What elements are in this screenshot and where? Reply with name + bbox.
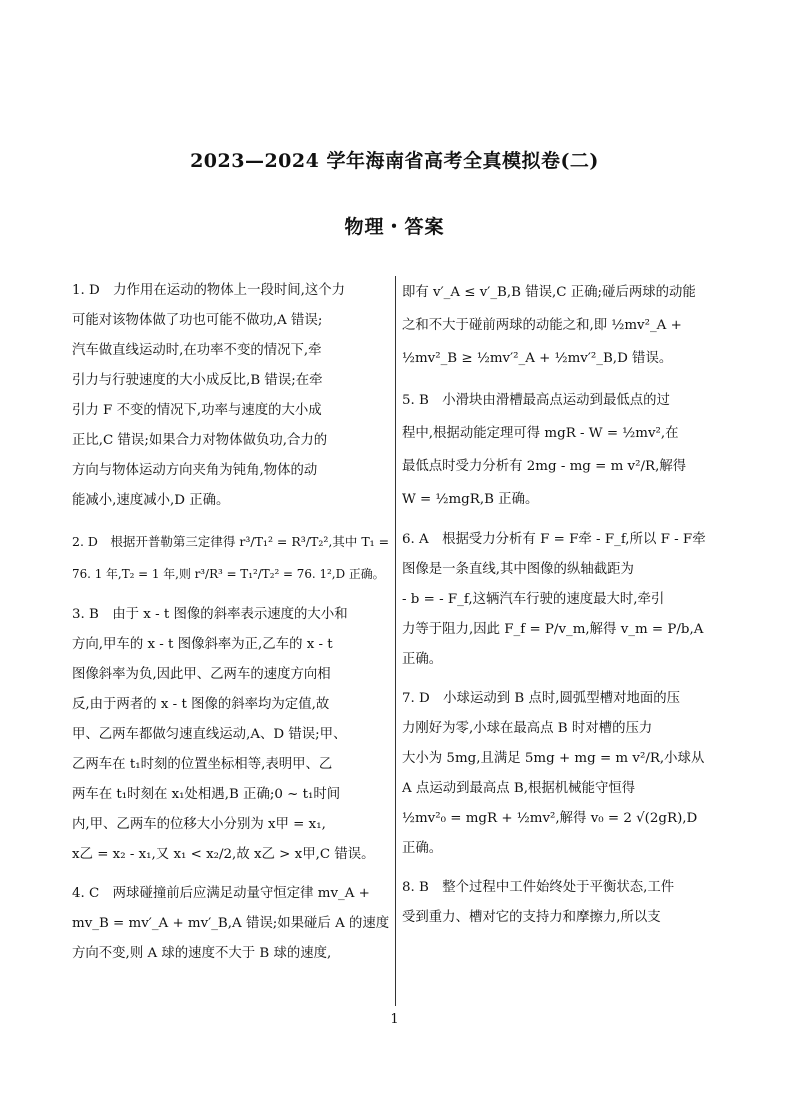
document-title: 2023—2024 学年海南省高考全真模拟卷(二)	[190, 150, 599, 172]
answer-2	[72, 525, 390, 591]
answer-line: mv_B = mv′_A + mv′_B,A 错误;如果碰后 A 的速度	[72, 916, 390, 931]
answer-line: ½mv²_B ≥ ½mv′²_A + ½mv′²_B,D 错误。	[402, 351, 673, 366]
answer-line: 6. A 根据受力分析有 F = F牵 - F_f,所以 F - F牵	[402, 532, 706, 547]
answer-line: 汽车做直线运动时,在功率不变的情况下,牵	[72, 343, 322, 358]
answer-1	[72, 276, 390, 516]
column-divider	[395, 276, 396, 1006]
answer-5	[402, 384, 718, 516]
answer-line: 4. C 两球碰撞前后应满足动量守恒定律 mv_A +	[72, 886, 370, 901]
answer-3	[72, 600, 390, 870]
answer-8	[402, 873, 718, 933]
answer-line: A 点运动到最高点 B,根据机械能守恒得	[402, 781, 636, 796]
answer-line: 76. 1 年,T₂ = 1 年,则 r³/R³ = T₁²/T₂² = 76. 1²,D 正确。	[72, 567, 385, 581]
answer-line: 引力 F 不变的情况下,功率与速度的大小成	[72, 403, 322, 418]
answer-line: 图像是一条直线,其中图像的纵轴截距为	[402, 562, 634, 577]
answer-line: 力等于阻力,因此 F_f = P/v_m,解得 v_m = P/b,A	[402, 622, 704, 637]
answer-6	[402, 525, 718, 675]
answer-line: 1. D 力作用在运动的物体上一段时间,这个力	[72, 283, 346, 298]
answer-line: 乙两车在 t₁时刻的位置坐标相等,表明甲、乙	[72, 757, 333, 772]
answer-line: 3. B 由于 x - t 图像的斜率表示速度的大小和	[72, 607, 348, 622]
answer-line: 可能对该物体做了功也可能不做功,A 错误;	[72, 313, 323, 328]
answer-line: ½mv²₀ = mgR + ½mv²,解得 v₀ = 2 √(2gR),D	[402, 811, 698, 826]
answer-line: 正比,C 错误;如果合力对物体做负功,合力的	[72, 433, 328, 448]
answer-line: 反,由于两者的 x - t 图像的斜率均为定值,故	[72, 697, 330, 712]
left-column	[72, 276, 390, 978]
answer-line: 力刚好为零,小球在最高点 B 时对槽的压力	[402, 721, 653, 736]
answer-line: 7. D 小球运动到 B 点时,圆弧型槽对地面的压	[402, 691, 681, 706]
answer-line: 即有 v′_A ≤ v′_B,B 错误,C 正确;碰后两球的动能	[402, 285, 696, 300]
document-subtitle: 物理・答案	[344, 216, 445, 238]
answer-line: - b = - F_f,这辆汽车行驶的速度最大时,牵引	[402, 592, 665, 607]
answer-line: 能减小,速度减小,D 正确。	[72, 493, 230, 508]
answer-line: 最低点时受力分析有 2mg - mg = m v²/R,解得	[402, 459, 687, 474]
answer-line: 受到重力、槽对它的支持力和摩擦力,所以支	[402, 910, 661, 925]
answer-line: 图像斜率为负,因此甲、乙两车的速度方向相	[72, 667, 331, 682]
answer-line: 两车在 t₁时刻在 x₁处相遇,B 正确;0 ~ t₁时间	[72, 787, 341, 802]
answer-line: 方向不变,则 A 球的速度不大于 B 球的速度,	[72, 946, 332, 961]
answer-line: 8. B 整个过程中工件始终处于平衡状态,工件	[402, 880, 675, 895]
answer-line: W = ½mgR,B 正确。	[402, 492, 539, 507]
answer-line: 引力与行驶速度的大小成反比,B 错误;在牵	[72, 373, 323, 388]
page-number: 1	[390, 1012, 399, 1027]
answer-line: 正确。	[402, 652, 443, 667]
answer-line: 2. D 根据开普勒第三定律得 r³/T₁² = R³/T₂²,其中 T₁ =	[72, 534, 390, 549]
right-column	[402, 276, 718, 942]
answer-4-continued	[402, 276, 718, 375]
answer-line: 5. B 小滑块由滑槽最高点运动到最低点的过	[402, 393, 670, 408]
answer-line: 甲、乙两车都做匀速直线运动,A、D 错误;甲、	[72, 727, 347, 742]
answer-line: 方向,甲车的 x - t 图像斜率为正,乙车的 x - t	[72, 637, 333, 652]
answer-line: 内,甲、乙两车的位移大小分别为 x甲 = x₁,	[72, 817, 326, 832]
answer-line: 方向与物体运动方向夹角为钝角,物体的动	[72, 463, 318, 478]
answer-line: 大小为 5mg,且满足 5mg + mg = m v²/R,小球从	[402, 751, 705, 766]
answer-line: 之和不大于碰前两球的动能之和,即 ½mv²_A +	[402, 318, 682, 333]
answer-line: 程中,根据动能定理可得 mgR - W = ½mv²,在	[402, 426, 679, 441]
answer-7	[402, 684, 718, 864]
answer-line: 正确。	[402, 841, 443, 856]
answer-line: x乙 = x₂ - x₁,又 x₁ < x₂/2,故 x乙 > x甲,C 错误。	[72, 847, 375, 862]
answer-4	[72, 879, 390, 969]
